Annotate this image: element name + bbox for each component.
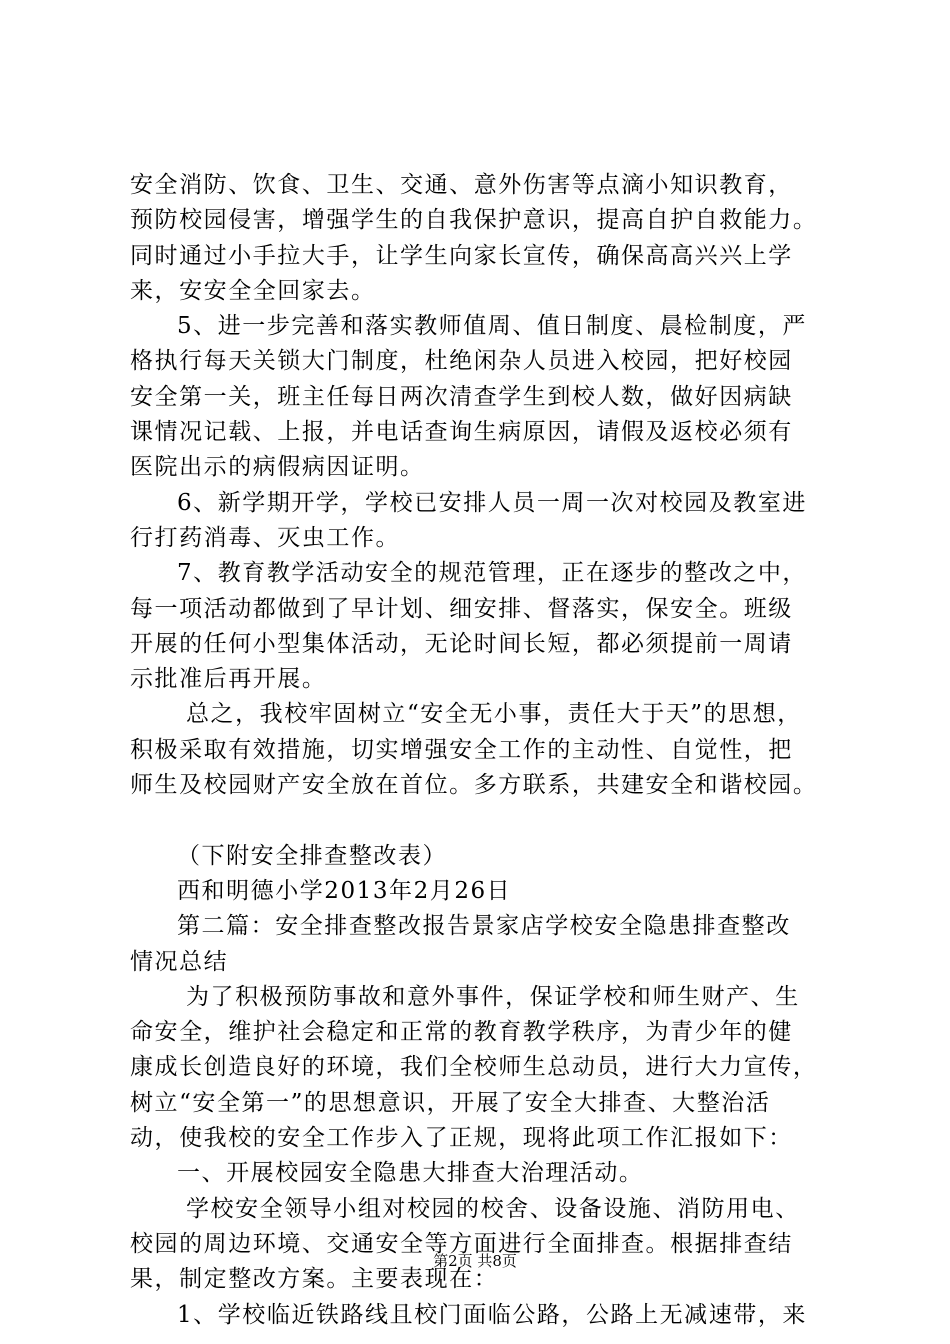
text-line: 学校安全领导小组对校园的校舍、设备设施、消防用电、 xyxy=(186,1195,800,1222)
text-line: 动，使我校的安全工作步入了正规，现将此项工作汇报如下： xyxy=(130,1125,793,1152)
paragraph-spacer xyxy=(130,803,830,838)
text-line: 师生及校园财产安全放在首位。多方联系，共建安全和谐校园。 xyxy=(130,772,818,799)
page-footer: 第2页 共8页 xyxy=(433,1252,517,1270)
document-body xyxy=(130,168,830,1333)
text-line: 5、进一步完善和落实教师值周、值日制度、晨检制度，严 xyxy=(177,313,807,340)
text-line: 积极采取有效措施，切实增强安全工作的主动性、自觉性，把 xyxy=(130,736,793,763)
text-line: 果，制定整改方案。主要表现在： xyxy=(130,1266,499,1293)
text-line: 示批准后再开展。 xyxy=(130,666,327,693)
text-line: （下附安全排查整改表） xyxy=(177,842,448,869)
text-line: 安全第一关，班主任每日两次清查学生到校人数，做好因病缺 xyxy=(130,383,793,410)
text-line: 格执行每天关锁大门制度，杜绝闲杂人员进入校园，把好校园 xyxy=(130,348,793,375)
text-line: 医院出示的病假病因证明。 xyxy=(130,454,425,481)
text-line: 命安全，维护社会稳定和正常的教育教学秩序，为青少年的健 xyxy=(130,1019,793,1046)
text-line: 校园的周边环境、交通安全等方面进行全面排查。根据排查结 xyxy=(130,1230,793,1257)
text-line: 6、新学期开学，学校已安排人员一周一次对校园及教室进 xyxy=(177,489,807,516)
text-line: 康成长创造良好的环境，我们全校师生总动员，进行大力宣传， xyxy=(130,1054,818,1081)
text-line: 开展的任何小型集体活动，无论时间长短，都必须提前一周请 xyxy=(130,630,793,657)
text-line: 情况总结 xyxy=(130,948,229,975)
text-line: 安全消防、饮食、卫生、交通、意外伤害等点滴小知识教育， xyxy=(130,172,793,198)
text-line: 树立“安全第一”的思想意识，开展了安全大排查、大整治活 xyxy=(130,1089,771,1116)
text-line: 为了积极预防事故和意外事件，保证学校和师生财产、生 xyxy=(186,983,800,1010)
text-line: 同时通过小手拉大手，让学生向家长宣传，确保高高兴兴上学 xyxy=(130,242,793,269)
text-line: 课情况记载、上报，并电话查询生病原因，请假及返校必须有 xyxy=(130,419,793,446)
text-line: 西和明德小学2013年2月26日 xyxy=(177,877,512,904)
text-line: 预防校园侵害，增强学生的自我保护意识，提高自护自救能力。 xyxy=(130,207,818,234)
text-line: 每一项活动都做到了早计划、细安排、督落实，保安全。班级 xyxy=(130,595,793,622)
text-line: 一、开展校园安全隐患大排查大治理活动。 xyxy=(177,1160,644,1187)
text-line: 总之，我校牢固树立“安全无小事，责任大于天”的思想， xyxy=(186,701,802,728)
text-line: 7、教育教学活动安全的规范管理，正在逐步的整改之中， xyxy=(177,560,807,587)
text-line: 第二篇：安全排查整改报告景家店学校安全隐患排查整改 xyxy=(177,913,791,940)
text-line: 行打药消毒、灭虫工作。 xyxy=(130,524,401,551)
text-line: 来，安安全全回家去。 xyxy=(130,277,376,304)
text-line: 1、学校临近铁路线且校门面临公路，公路上无减速带，来 xyxy=(177,1301,807,1328)
